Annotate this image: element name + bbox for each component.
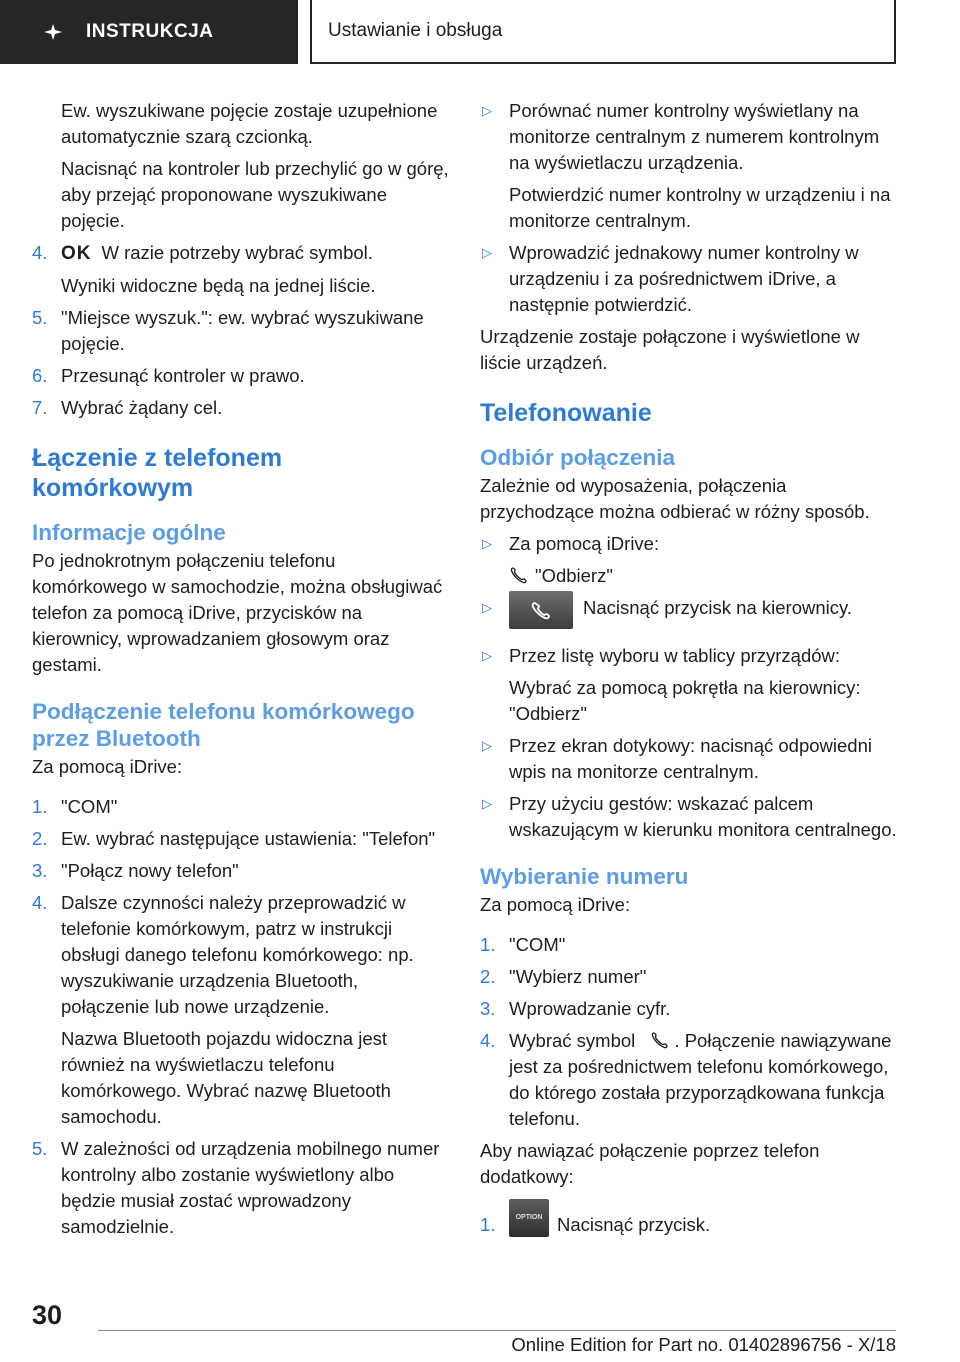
heading-phone-connection: Łączenie z telefonem komórkowym — [32, 444, 283, 502]
list-item — [32, 240, 450, 267]
step-number: 5. — [32, 1138, 48, 1159]
heading-general-info: Informacje ogólne — [32, 520, 226, 545]
paragraph: Po jednokrotnym połączeniu telefonu komórkowego w samochodzie, można obsługiwać telefon za pomocą iDrive, przycisków na kierownicy, wprowadzaniem głosowym oraz gestami. — [32, 550, 443, 675]
step-text: Przez listę wyboru w tablicy przyrządów: — [509, 645, 841, 666]
list-item — [480, 531, 900, 557]
paragraph: Nacisnąć na kontroler lub przechylić go w górę, aby przejąć proponowane wyszukiwane pojęcie. — [61, 158, 449, 231]
list-item — [32, 395, 450, 421]
page-header — [0, 0, 960, 66]
triangle-bullet-icon: ▷ — [482, 103, 492, 118]
manual-tab-label: INSTRUKCJA — [86, 21, 214, 42]
paragraph: Nazwa Bluetooth pojazdu widoczna jest również na wyświetlaczu telefonu komórkowego. Wybrać nazwę Bluetooth samochodu. — [61, 1028, 391, 1127]
paragraph: Aby nawiązać połączenie poprzez telefon dodatkowy: — [480, 1140, 820, 1187]
list-item — [480, 240, 900, 318]
step-number: 3. — [32, 860, 48, 881]
triangle-bullet-icon: ▷ — [482, 796, 492, 811]
step-text: Nacisnąć przycisk. — [557, 1214, 711, 1235]
step-number: 5. — [32, 307, 48, 328]
section-title: Ustawianie i obsługa — [310, 0, 896, 64]
list-item — [32, 858, 450, 884]
triangle-bullet-icon: ▷ — [482, 648, 492, 663]
ok-icon: OK — [61, 243, 92, 264]
steering-phone-button — [509, 591, 573, 629]
paragraph — [480, 563, 900, 589]
list-item — [32, 305, 450, 357]
manual-tab[interactable] — [0, 0, 298, 64]
right-column — [480, 98, 900, 1244]
step-number: 6. — [32, 365, 48, 386]
paragraph: Ew. wyszukiwane pojęcie zostaje uzupełnione automatycznie szarą czcionką. — [61, 100, 438, 147]
step-text: Wybrać żądany cel. — [61, 397, 223, 418]
phone-icon — [509, 565, 529, 585]
step-text: Przy użyciu gestów: wskazać palcem wskazującym w kierunku monitora centralnego. — [509, 793, 897, 840]
heading-calling: Telefonowanie — [480, 399, 652, 427]
paragraph: Za pomocą iDrive: — [480, 894, 631, 915]
menu-label: "Odbierz" — [535, 565, 613, 586]
phone-handset-icon — [509, 591, 573, 629]
step-text: W razie potrzeby wybrać symbol. — [101, 242, 373, 263]
step-text: Wprowadzanie cyfr. — [509, 998, 671, 1019]
step-text: "Miejsce wyszuk.": ew. wybrać wyszukiwane pojęcie. — [61, 307, 424, 354]
list-item — [480, 733, 900, 785]
list-item — [480, 1212, 900, 1238]
triangle-bullet-icon: ▷ — [482, 600, 492, 615]
triangle-bullet-icon: ▷ — [482, 536, 492, 551]
heading-receive-call: Odbiór połączenia — [480, 445, 676, 470]
list-item — [32, 826, 450, 852]
step-number: 3. — [480, 998, 496, 1019]
step-number: 2. — [32, 828, 48, 849]
step-text: W zależności od urządzenia mobilnego numer kontrolny albo zostanie wyświetlony albo będzie musiał zostać wprowadzony samodzielnie. — [61, 1138, 440, 1237]
step-text: "Wybierz numer" — [509, 966, 647, 987]
step-number: 1. — [480, 934, 496, 955]
list-item — [32, 794, 450, 820]
paragraph: Potwierdzić numer kontrolny w urządzeniu i na monitorze centralnym. — [509, 184, 891, 231]
phone-icon — [650, 1030, 670, 1050]
step-text: Ew. wybrać następujące ustawienia: "Telefon" — [61, 828, 436, 849]
option-button-icon: OPTION — [509, 1199, 549, 1237]
list-item — [480, 1028, 900, 1132]
footer-divider — [98, 1330, 896, 1331]
list-item — [480, 595, 900, 629]
step-text: Porównać numer kontrolny wyświetlany na monitorze centralnym z numerem kontrolnym na wyświetlaczu urządzenia. — [509, 100, 880, 173]
step-text: Przez ekran dotykowy: nacisnąć odpowiedni wpis na monitorze centralnym. — [509, 735, 872, 782]
step-text: "COM" — [509, 934, 566, 955]
list-item — [480, 964, 900, 990]
list-item — [480, 98, 900, 176]
step-number: 7. — [32, 397, 48, 418]
triangle-bullet-icon: ▷ — [482, 245, 492, 260]
step-text: Dalsze czynności należy przeprowadzić w telefonie komórkowym, patrz w instrukcji obsługi danego telefonu komórkowego: np. wyszukiwanie urządzenia Bluetooth, połączenie lub nowe urządzenie. — [61, 892, 414, 1017]
list-item — [480, 643, 900, 669]
triangle-bullet-icon: ▷ — [482, 738, 492, 753]
sparkle-icon — [42, 22, 66, 42]
list-item — [480, 932, 900, 958]
step-text: Wprowadzić jednakowy numer kontrolny w urządzeniu i za pośrednictwem iDrive, a następnie potwierdzić. — [509, 242, 859, 315]
step-text: "COM" — [61, 796, 118, 817]
step-text: . Połączenie nawiązywane jest za pośrednictwem telefonu komórkowego, do którego została przyporządkowana funkcja telefonu. — [509, 1030, 892, 1129]
step-text: Wybrać symbol — [509, 1030, 636, 1051]
heading-dialing: Wybieranie numeru — [480, 864, 689, 889]
step-text: Za pomocą iDrive: — [509, 533, 660, 554]
paragraph: Urządzenie zostaje połączone i wyświetlone w liście urządzeń. — [480, 326, 860, 373]
list-item — [480, 996, 900, 1022]
page-number: 30 — [32, 1300, 63, 1330]
step-text: Nacisnąć przycisk na kierownicy. — [583, 597, 853, 618]
step-number: 4. — [480, 1030, 496, 1051]
heading-bluetooth: Podłączenie telefonu komórkowego przez Bluetooth — [32, 699, 415, 751]
step-number: 2. — [480, 966, 496, 987]
step-text: "Połącz nowy telefon" — [61, 860, 239, 881]
paragraph: Wyniki widoczne będą na jednej liście. — [61, 275, 376, 296]
list-item — [480, 791, 900, 843]
list-item — [32, 1136, 450, 1240]
list-item — [32, 890, 450, 1020]
paragraph: Za pomocą iDrive: — [32, 756, 183, 777]
step-number: 1. — [32, 796, 48, 817]
step-number: 4. — [32, 892, 48, 913]
step-number: 4. — [32, 242, 48, 263]
paragraph: Zależnie od wyposażenia, połączenia przychodzące można odbierać w różny sposób. — [480, 475, 870, 522]
list-item — [32, 363, 450, 389]
step-text: Przesunąć kontroler w prawo. — [61, 365, 305, 386]
edition-text: Online Edition for Part no. 01402896756 - X/18 — [511, 1334, 896, 1355]
left-column — [32, 98, 450, 1246]
step-number: 1. — [480, 1214, 496, 1235]
paragraph: Wybrać za pomocą pokrętła na kierownicy: "Odbierz" — [509, 677, 861, 724]
